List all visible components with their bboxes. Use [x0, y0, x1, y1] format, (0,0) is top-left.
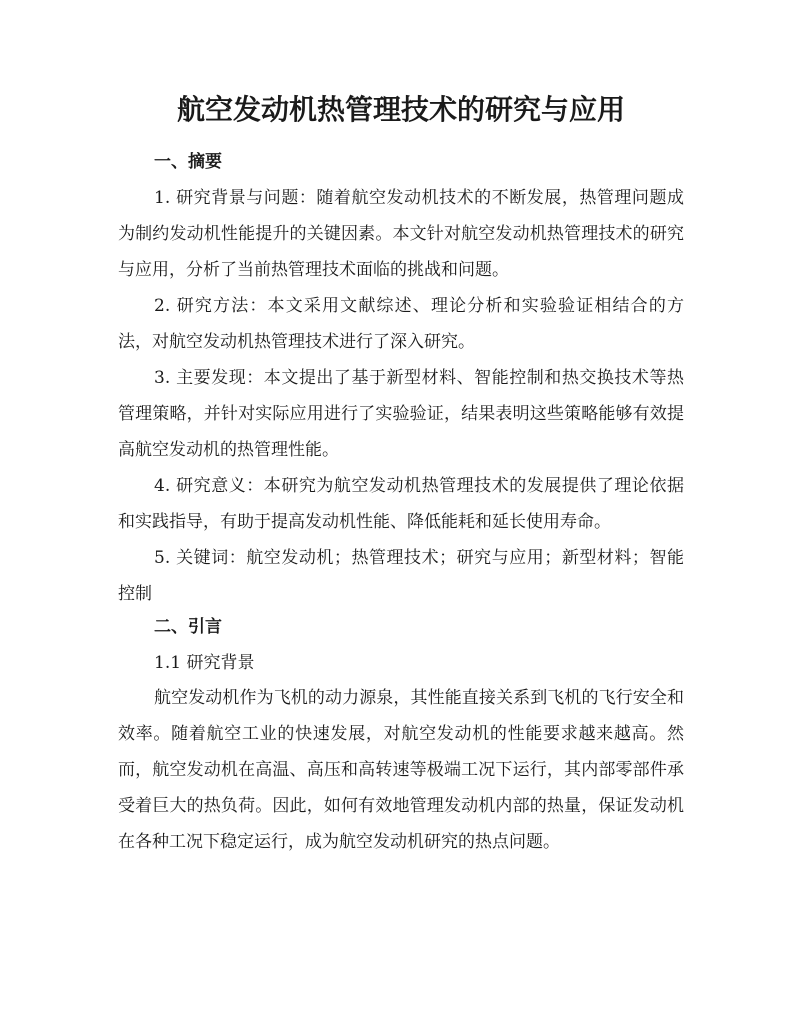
abstract-paragraph-5: 5. 关键词：航空发动机；热管理技术；研究与应用；新型材料；智能控制 [118, 548, 684, 604]
section-heading-abstract: 一、摘要 [154, 152, 222, 172]
abstract-paragraph-2: 2. 研究方法：本文采用文献综述、理论分析和实验验证相结合的方法，对航空发动机热管理技术进行了深入研究。 [118, 296, 684, 352]
subsection-heading-background: 1.1 研究背景 [154, 653, 255, 673]
document-title: 航空发动机热管理技术的研究与应用 [176, 93, 625, 126]
abstract-paragraph-4: 4. 研究意义：本研究为航空发动机热管理技术的发展提供了理论依据和实践指导，有助于提高发动机性能、降低能耗和延长使用寿命。 [118, 476, 684, 532]
abstract-paragraph-3: 3. 主要发现：本文提出了基于新型材料、智能控制和热交换技术等热管理策略，并针对实际应用进行了实验验证，结果表明这些策略能够有效提高航空发动机的热管理性能。 [118, 368, 684, 460]
abstract-paragraph-1: 1. 研究背景与问题：随着航空发动机技术的不断发展，热管理问题成为制约发动机性能提升的关键因素。本文针对航空发动机热管理技术的研究与应用，分析了当前热管理技术面临的挑战和问题。 [118, 188, 684, 280]
introduction-paragraph: 航空发动机作为飞机的动力源泉，其性能直接关系到飞机的飞行安全和效率。随着航空工业的快速发展，对航空发动机的性能要求越来越高。然而，航空发动机在高温、高压和高转速等极端工况下运行，其内部零部件承受着巨大的热负荷。因此，如何有效地管理发动机内部的热量，保证发动机在各种工况下稳定运行，成为航空发动机研究的热点问题。 [118, 688, 684, 852]
section-heading-introduction: 二、引言 [154, 617, 222, 637]
